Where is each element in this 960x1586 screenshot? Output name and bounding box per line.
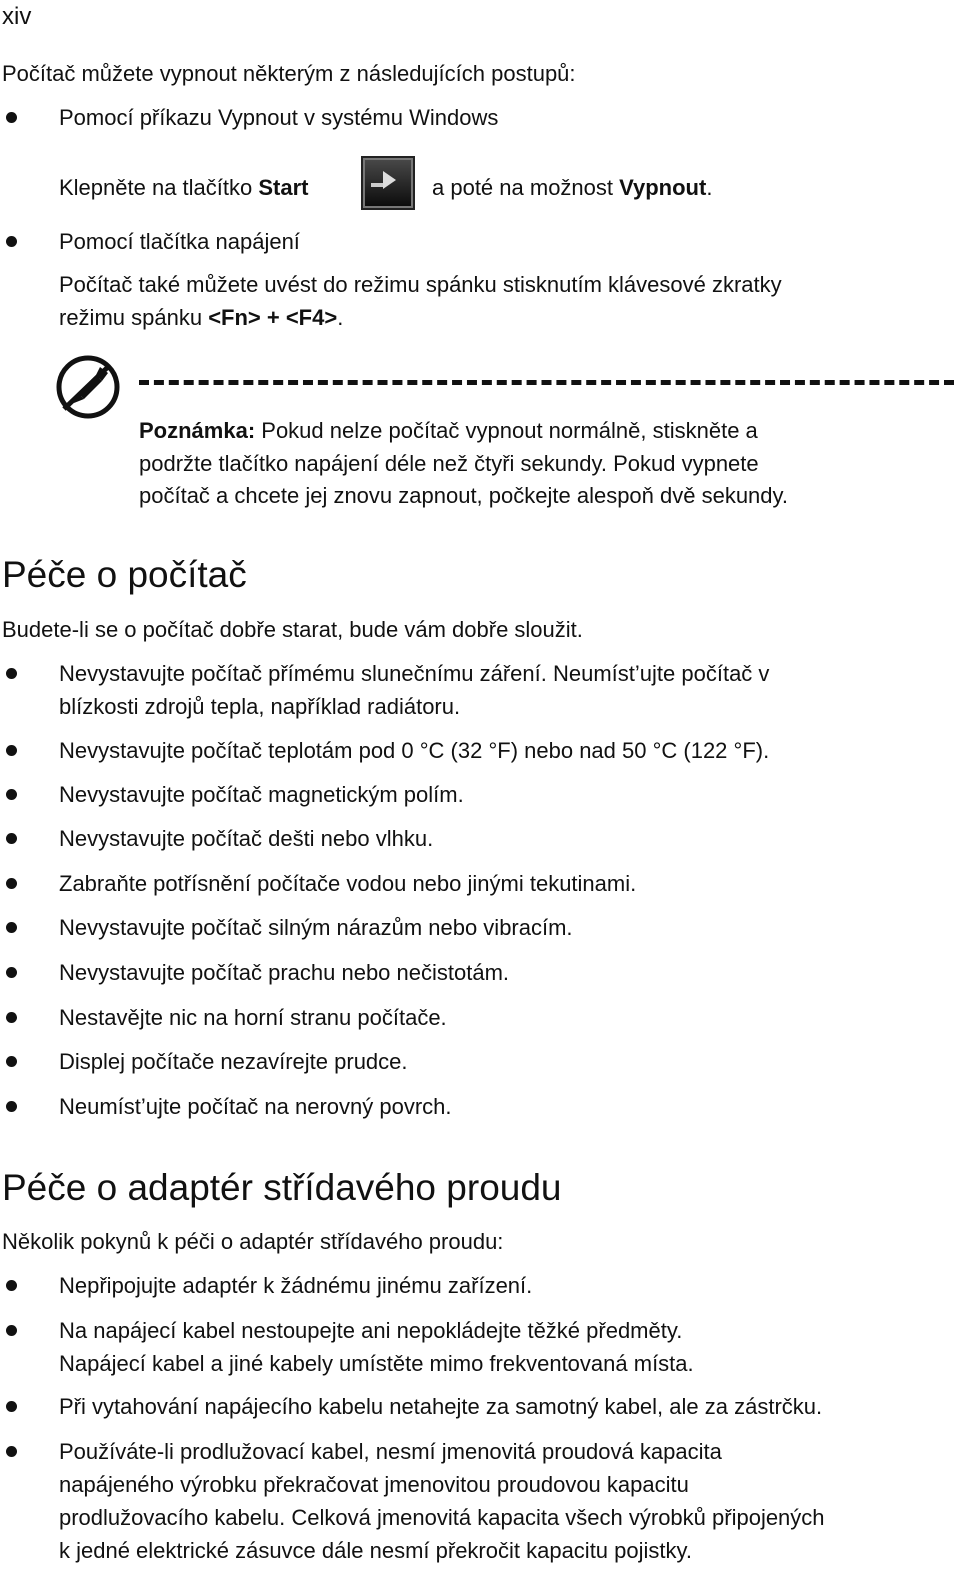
computer-intro: Budete-li se o počítač dobře starat, bude vám dobře sloužit.	[2, 617, 583, 642]
list-item-text: Nevystavujte počítač dešti nebo vlhku.	[59, 826, 434, 851]
bullet	[6, 967, 17, 978]
list-item-text: Neumíst’ujte počítač na nerovný povrch.	[59, 1094, 452, 1119]
page-number: xiv	[2, 3, 32, 30]
bullet	[6, 1101, 17, 1112]
sleep-pre: režimu spánku	[59, 305, 209, 330]
bullet	[6, 1012, 17, 1023]
note-icon	[56, 355, 120, 419]
bullet	[6, 922, 17, 933]
note-line-2: podržte tlačítko napájení déle než čtyři sekundy. Pokud vypnete	[139, 451, 759, 476]
section-heading-adapter: Péče o adaptér střídavého proudu	[2, 1167, 562, 1208]
bullet	[6, 236, 17, 247]
list-item-text: blízkosti zdrojů tepla, například radiátoru.	[59, 694, 461, 719]
start-step-text	[59, 171, 308, 204]
sleep-end: .	[337, 305, 344, 330]
bullet	[6, 1056, 17, 1067]
list-item-text: prodlužovacího kabelu. Celková jmenovitá kapacita všech výrobků připojených	[59, 1505, 825, 1530]
bullet	[6, 1280, 17, 1291]
list-item-text: Nevystavujte počítač magnetickým polím.	[59, 782, 464, 807]
start-step-text-2	[432, 171, 712, 204]
bullet	[6, 833, 17, 844]
list-item-text: k jedné elektrické zásuvce dále nesmí překročit kapacitu pojistky.	[59, 1538, 692, 1563]
step-pre: Klepněte na tlačítko	[59, 175, 259, 200]
list-item-text: Pomocí tlačítka napájení	[59, 229, 300, 254]
step-end: .	[706, 175, 713, 200]
list-item-text: Při vytahování napájecího kabelu netahejte za samotný kabel, ale za zástrčku.	[59, 1394, 823, 1419]
section-heading-computer: Péče o počítač	[2, 554, 247, 595]
list-item-text: Zabraňte potřísnění počítače vodou nebo jinými tekutinami.	[59, 871, 637, 896]
list-item-text: Nestavějte nic na horní stranu počítače.	[59, 1005, 447, 1030]
list-item-text: napájeného výrobku překračovat jmenovitou proudovou kapacitu	[59, 1472, 689, 1497]
note-line-3: počítač a chcete jej znovu zapnout, počkejte alespoň dvě sekundy.	[139, 483, 789, 508]
start-button-icon	[361, 156, 415, 210]
note-divider	[139, 380, 954, 385]
list-item-text: Napájecí kabel a jiné kabely umístěte mimo frekventovaná místa.	[59, 1351, 694, 1376]
bullet	[6, 1401, 17, 1412]
bullet	[6, 745, 17, 756]
sleep-keys: <Fn> + <F4>	[208, 305, 338, 330]
sleep-line-1: Počítač také můžete uvést do režimu spánku stisknutím klávesové zkratky	[59, 272, 782, 297]
bullet	[6, 789, 17, 800]
bullet	[6, 1325, 17, 1336]
list-item-text: Nevystavujte počítač prachu nebo nečistotám.	[59, 960, 510, 985]
list-item-text: Pomocí příkazu Vypnout v systému Windows	[59, 105, 499, 130]
start-label: Start	[258, 175, 309, 200]
bullet	[6, 668, 17, 679]
list-item-text: Nepřipojujte adaptér k žádnému jinému zařízení.	[59, 1273, 533, 1298]
bullet	[6, 112, 17, 123]
note-text-1: Pokud nelze počítač vypnout normálně, stiskněte a	[255, 418, 758, 443]
list-item-text: Nevystavujte počítač silným nárazům nebo vibracím.	[59, 915, 573, 940]
vypnout-label: Vypnout	[619, 175, 707, 200]
shutdown-intro: Počítač můžete vypnout některým z následujících postupů:	[2, 61, 576, 86]
sleep-line-2	[59, 301, 343, 334]
list-item-text: Nevystavujte počítač přímému slunečnímu záření. Neumíst’ujte počítač v	[59, 661, 770, 686]
adapter-intro: Několik pokynů k péči o adaptér střídavého proudu:	[2, 1229, 504, 1254]
bullet	[6, 878, 17, 889]
step-mid: a poté na možnost	[432, 175, 620, 200]
bullet	[6, 1446, 17, 1457]
list-item-text: Na napájecí kabel nestoupejte ani nepokládejte těžké předměty.	[59, 1318, 683, 1343]
list-item-text: Displej počítače nezavírejte prudce.	[59, 1049, 408, 1074]
note-label: Poznámka:	[139, 418, 256, 443]
note-line-1	[139, 414, 758, 447]
list-item-text: Používáte-li prodlužovací kabel, nesmí jmenovitá proudová kapacita	[59, 1439, 722, 1464]
list-item-text: Nevystavujte počítač teplotám pod 0 °C (32 °F) nebo nad 50 °C (122 °F).	[59, 738, 770, 763]
